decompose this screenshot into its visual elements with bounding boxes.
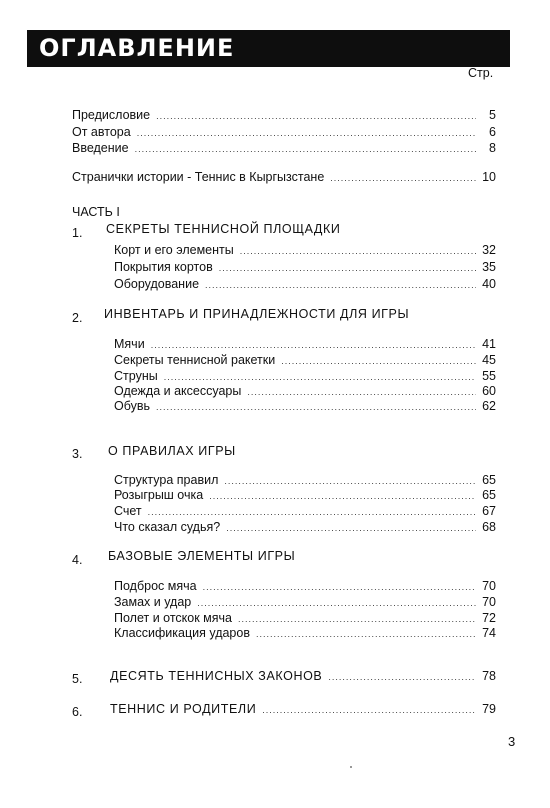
section-title[interactable]: О ПРАВИЛАХ ИГРЫ <box>108 444 236 458</box>
leader-dots <box>328 669 476 685</box>
toc-entry-page: 65 <box>482 488 496 502</box>
toc-entry[interactable] <box>72 169 496 185</box>
toc-entry-page: 74 <box>482 626 496 640</box>
toc-entry-label: Введение <box>72 141 129 155</box>
section-title[interactable]: СЕКРЕТЫ ТЕННИСНОЙ ПЛОЩАДКИ <box>106 222 341 236</box>
toc-entry-page: 65 <box>482 473 496 487</box>
section-title: ДЕСЯТЬ ТЕННИСНЫХ ЗАКОНОВ <box>110 669 323 683</box>
leader-dots <box>156 108 476 124</box>
toc-entry-page: 5 <box>489 108 496 122</box>
toc-entry-label: Корт и его элементы <box>114 243 234 257</box>
section-number: 3. <box>72 447 83 461</box>
leader-dots <box>330 170 476 186</box>
toc-entry[interactable] <box>114 383 496 399</box>
section-title: ТЕННИС И РОДИТЕЛИ <box>110 702 257 716</box>
leader-dots <box>197 595 476 611</box>
toc-entry-label: Мячи <box>114 337 145 351</box>
toc-entry[interactable] <box>114 519 496 535</box>
section-number: 1. <box>72 226 83 240</box>
section-title[interactable]: БАЗОВЫЕ ЭЛЕМЕНТЫ ИГРЫ <box>108 549 296 563</box>
toc-entry[interactable] <box>114 336 496 352</box>
section-number: 2. <box>72 311 83 325</box>
toc-entry-label: Струны <box>114 369 158 383</box>
toc-entry[interactable] <box>72 140 496 156</box>
leader-dots <box>205 277 476 293</box>
toc-entry-page: 79 <box>482 702 496 716</box>
toc-entry-label: Классификация ударов <box>114 626 250 640</box>
page-title: ОГЛАВЛЕНИЕ <box>39 34 235 62</box>
toc-entry[interactable] <box>114 487 496 503</box>
section-number: 6. <box>72 705 83 719</box>
toc-entry-page: 32 <box>482 243 496 257</box>
toc-entry-label: Одежда и аксессуары <box>114 384 242 398</box>
leader-dots <box>137 125 476 141</box>
toc-entry-page: 78 <box>482 669 496 683</box>
scan-speck <box>350 766 352 768</box>
section-number: 4. <box>72 553 83 567</box>
page-column-label: Стр. <box>468 66 494 80</box>
toc-entry-label: Структура правил <box>114 473 219 487</box>
leader-dots <box>256 626 476 642</box>
toc-entry-label: Предисловие <box>72 108 151 122</box>
toc-entry-label: Замах и удар <box>114 595 192 609</box>
toc-entry-label: Покрытия кортов <box>114 260 213 274</box>
page-number: 3 <box>508 734 516 749</box>
leader-dots <box>148 504 476 520</box>
toc-entry-label: Странички истории - Теннис в Кыргызстане <box>72 170 325 184</box>
toc-entry[interactable] <box>110 668 496 684</box>
toc-entry-label: Счет <box>114 504 142 518</box>
toc-entry-page: 8 <box>489 141 496 155</box>
leader-dots <box>262 702 476 718</box>
toc-entry-page: 55 <box>482 369 496 383</box>
toc-entry-page: 60 <box>482 384 496 398</box>
toc-entry[interactable] <box>114 276 496 292</box>
toc-entry-label: Розыгрыш очка <box>114 488 204 502</box>
toc-entry[interactable] <box>114 259 496 275</box>
leader-dots <box>281 353 476 369</box>
toc-entry-page: 41 <box>482 337 496 351</box>
toc-entry[interactable] <box>114 578 496 594</box>
leader-dots <box>156 399 476 415</box>
toc-entry-label: Оборудование <box>114 277 200 291</box>
toc-entry-page: 68 <box>482 520 496 534</box>
part-label: ЧАСТЬ I <box>72 205 120 219</box>
toc-entry-label: Что сказал судья? <box>114 520 221 534</box>
section-number: 5. <box>72 672 83 686</box>
toc-entry-page: 45 <box>482 353 496 367</box>
section-title[interactable]: ИНВЕНТАРЬ И ПРИНАДЛЕЖНОСТИ ДЛЯ ИГРЫ <box>104 307 410 321</box>
toc-entry[interactable] <box>114 242 496 258</box>
leader-dots <box>151 337 476 353</box>
title-banner <box>27 30 510 67</box>
toc-entry[interactable] <box>114 625 496 641</box>
toc-entry[interactable] <box>114 594 496 610</box>
toc-entry-label: Обувь <box>114 399 151 413</box>
leader-dots <box>240 243 476 259</box>
toc-entry-page: 35 <box>482 260 496 274</box>
toc-entry-label: Полет и отскок мяча <box>114 611 232 625</box>
leader-dots <box>226 520 476 536</box>
toc-entry[interactable] <box>114 472 496 488</box>
toc-entry-page: 67 <box>482 504 496 518</box>
leader-dots <box>135 141 476 157</box>
toc-entry[interactable] <box>114 398 496 414</box>
toc-entry-label: Подброс мяча <box>114 579 197 593</box>
toc-entry[interactable] <box>110 701 496 717</box>
toc-entry[interactable] <box>114 610 496 626</box>
leader-dots <box>209 488 476 504</box>
toc-entry-page: 10 <box>482 170 496 184</box>
toc-entry-label: Секреты теннисной ракетки <box>114 353 276 367</box>
toc-entry[interactable] <box>72 107 496 123</box>
toc-entry-page: 70 <box>482 579 496 593</box>
leader-dots <box>203 579 476 595</box>
toc-entry-label: От автора <box>72 125 131 139</box>
leader-dots <box>219 260 476 276</box>
toc-entry[interactable] <box>114 352 496 368</box>
toc-entry-page: 70 <box>482 595 496 609</box>
toc-entry[interactable] <box>72 124 496 140</box>
toc-entry-page: 6 <box>489 125 496 139</box>
toc-entry-page: 40 <box>482 277 496 291</box>
toc-entry-page: 62 <box>482 399 496 413</box>
toc-entry[interactable] <box>114 368 496 384</box>
toc-entry-page: 72 <box>482 611 496 625</box>
toc-entry[interactable] <box>114 503 496 519</box>
